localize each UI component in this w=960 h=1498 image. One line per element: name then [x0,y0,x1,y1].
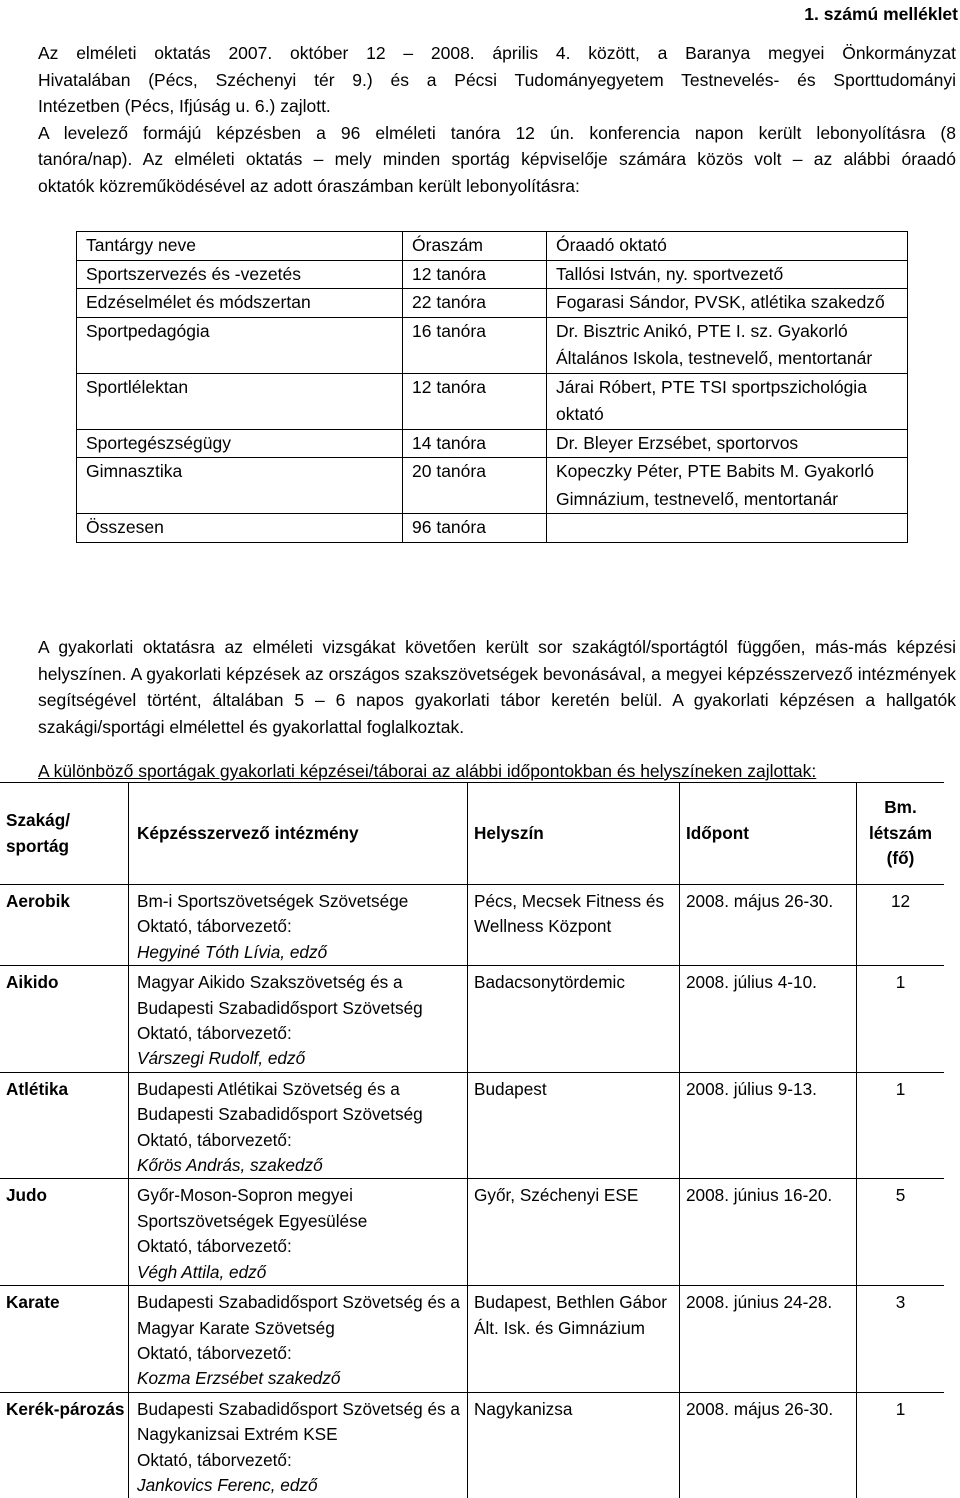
teacher-cell [547,514,908,543]
table-row [0,1179,944,1286]
count-cell: 1 [857,1392,945,1498]
teacher-cell: Dr. Bisztric Anikó, PTE I. sz. Gyakorló Általános Iskola, testnevelő, mentortanár [547,317,908,373]
camps-header-row [0,783,944,885]
leader-label: Oktató, táborvezető: [137,1023,292,1044]
date-cell: 2008. május 26-30. [680,1392,857,1498]
table-row [77,514,908,543]
organizer-cell [129,1072,468,1179]
organizer-name: Győr-Moson-Sopron megyei Sportszövetségek Egyesülése [137,1185,368,1231]
date-cell: 2008. július 9-13. [680,1072,857,1179]
hours-cell: 14 tanóra [403,429,547,458]
date-cell: 2008. június 24-28. [680,1286,857,1393]
place-cell: Badacsonytördemic [468,966,680,1073]
leader-name: Hegyiné Tóth Lívia, edző [137,941,328,962]
leader-name: Kozma Erzsébet szakedző [137,1368,341,1389]
practice-paragraph: A gyakorlati oktatásra az elméleti vizsgákat követően került sor szakágtól/sportágtól függően, más-más képzési helyszínen. A gyakorlati képzések az országos szakszövetségek bevonásával, a megyei képzésszervező intézmények segítségével történt, általában 5 – 6 napos gyakorlati tábor keretén belül. A gyakorlati képzésen a hallgatók szakági/sportági elmélettel és gyakorlattal foglalkoztak. [38,637,956,737]
header-count: Bm. létszám (fő) [857,783,945,885]
table-row [0,966,944,1073]
organizer-name: Magyar Aikido Szakszövetség és a Budapesti Szabadidősport Szövetség [137,972,423,1018]
sport-cell: Aerobik [0,885,129,966]
date-cell: 2008. június 16-20. [680,1179,857,1286]
subjects-header-row [77,232,908,261]
table-row [77,289,908,318]
subject-name-cell: Tantárgy neve [77,232,403,261]
subject-name-cell: Összesen [77,514,403,543]
teacher-cell: Járai Róbert, PTE TSI sportpszichológia oktató [547,373,908,429]
organizer-cell [129,966,468,1073]
table-row [77,260,908,289]
organizer-cell [129,1286,468,1393]
hours-cell: 22 tanóra [403,289,547,318]
leader-name: Várszegi Rudolf, edző [137,1048,306,1069]
hours-cell: Óraszám [403,232,547,261]
header-date: Időpont [680,783,857,885]
teacher-cell: Kopeczky Péter, PTE Babits M. Gyakorló Gimnázium, testnevelő, mentortanár [547,458,908,514]
count-cell: 3 [857,1286,945,1393]
place-cell: Budapest, Bethlen Gábor Ált. Isk. és Gimnázium [468,1286,680,1393]
table-row [77,317,908,373]
table-row [0,1072,944,1179]
hours-cell: 16 tanóra [403,317,547,373]
leader-name: Jankovics Ferenc, edző [137,1474,318,1495]
teacher-cell: Fogarasi Sándor, PVSK, atlétika szakedző [547,289,908,318]
organizer-cell [129,1179,468,1286]
header-place: Helyszín [468,783,680,885]
count-cell: 5 [857,1179,945,1286]
hours-cell: 96 tanóra [403,514,547,543]
subjects-table [76,231,908,543]
date-cell: 2008. május 26-30. [680,885,857,966]
camps-table [0,782,944,1498]
organizer-name: Budapesti Szabadidősport Szövetség és a Nagykanizsai Extrém KSE [137,1398,460,1445]
hours-cell: 12 tanóra [403,373,547,429]
subject-name-cell: Sportszervezés és -vezetés [77,260,403,289]
organizer-cell [129,885,468,966]
intro-line: Intézetben (Pécs, Ifjúság u. 6.) zajlott. [38,96,331,117]
leader-label: Oktató, táborvezető: [137,1129,292,1150]
annex-label: 1. számú melléklet [804,4,958,24]
table-row [77,429,908,458]
header-org: Képzésszervező intézmény [129,783,468,885]
intro-paragraph [38,40,956,200]
leader-label: Oktató, táborvezető: [137,1236,292,1257]
table-row [0,1392,944,1498]
leader-label: Oktató, táborvezető: [137,1449,292,1470]
sport-cell: Atlétika [0,1072,129,1179]
subject-name-cell: Edzéselmélet és módszertan [77,289,403,318]
count-cell: 1 [857,966,945,1073]
place-cell: Nagykanizsa [468,1392,680,1498]
intro-line: oktatók közreműködésével az adott óraszámban került lebonyolításra: [38,175,580,196]
camps-intro: A különböző sportágak gyakorlati képzései/táborai az alábbi időpontokban és helyszíneken zajlottak: [38,761,817,781]
count-cell: 12 [857,885,945,966]
intro-line: Hivatalában (Pécs, Széchenyi tér 9.) és a Pécsi Tudományegyetem Testnevelés- és Sporttudományi [38,69,956,90]
leader-name: Kőrös András, szakedző [137,1155,323,1176]
leader-name: Végh Attila, edző [137,1261,267,1282]
leader-label: Oktató, táborvezető: [137,916,292,937]
sport-cell: Judo [0,1179,129,1286]
organizer-cell [129,1392,468,1498]
header-sport: Szakág/ sportág [0,783,129,885]
place-cell: Budapest [468,1072,680,1179]
place-cell: Győr, Széchenyi ESE [468,1179,680,1286]
date-cell: 2008. július 4-10. [680,966,857,1073]
leader-label: Oktató, táborvezető: [137,1342,292,1363]
subject-name-cell: Sportpedagógia [77,317,403,373]
teacher-cell: Tallósi István, ny. sportvezető [547,260,908,289]
place-cell: Pécs, Mecsek Fitness és Wellness Központ [468,885,680,966]
subject-name-cell: Sportegészségügy [77,429,403,458]
intro-line: tanóra/nap). Az elméleti oktatás – mely minden sportág képviselője számára közös volt – az alábbi óraadó [38,149,956,170]
organizer-name: Budapesti Atlétikai Szövetség és a Budapesti Szabadidősport Szövetség [137,1078,423,1125]
sport-cell: Aikido [0,966,129,1073]
count-cell: 1 [857,1072,945,1179]
sport-cell: Karate [0,1286,129,1393]
teacher-cell: Dr. Bleyer Erzsébet, sportorvos [547,429,908,458]
hours-cell: 20 tanóra [403,458,547,514]
organizer-name: Bm-i Sportszövetségek Szövetsége [137,891,409,911]
hours-cell: 12 tanóra [403,260,547,289]
subject-name-cell: Sportlélektan [77,373,403,429]
intro-line: A levelező formájú képzésben a 96 elméleti tanóra 12 ún. konferencia napon került lebonyolításra (8 [38,122,956,143]
subject-name-cell: Gimnasztika [77,458,403,514]
table-row [0,1286,944,1393]
table-row [77,458,908,514]
intro-line: Az elméleti oktatás 2007. október 12 – 2008. április 4. között, a Baranya megyei Önkormányzat [38,43,956,63]
teacher-cell: Óraadó oktató [547,232,908,261]
table-row [77,373,908,429]
organizer-name: Budapesti Szabadidősport Szövetség és a Magyar Karate Szövetség [137,1292,460,1338]
sport-cell: Kerék-pározás [0,1392,129,1498]
table-row [0,885,944,966]
